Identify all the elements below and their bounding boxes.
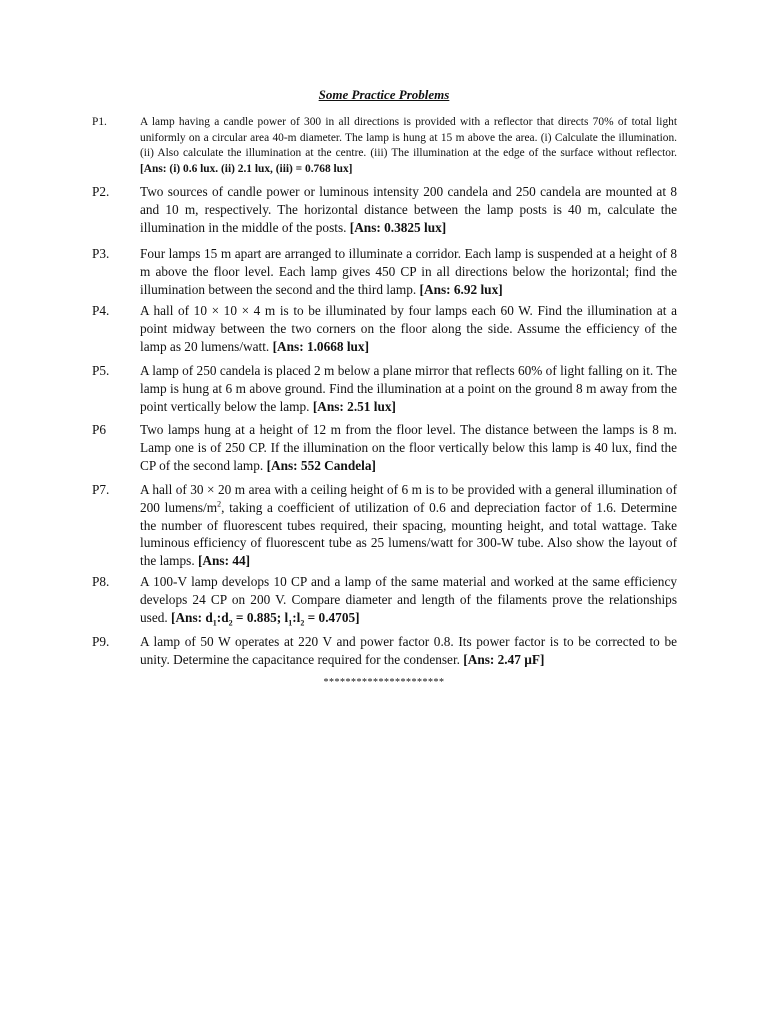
- answer-part: = 0.4705]: [304, 609, 360, 625]
- problem-text: [140, 421, 677, 474]
- problem-body: Four lamps 15 m apart are arranged to illuminate a corridor. Each lamp is suspended at a height of 8 m above the floor level. Each lamp gives 450 CP in all directions below the horizontal; find the illumination between the second and the third lamp.: [140, 246, 677, 297]
- problem-answer: [Ans: 2.47 µF]: [463, 651, 545, 667]
- problem-answer: [Ans: 44]: [197, 553, 251, 569]
- problem-number: P1.: [92, 116, 107, 128]
- problem-text: [140, 245, 677, 298]
- answer-part: :l: [292, 609, 301, 625]
- problem-body: A hall of 30 × 20 m area with a ceiling height of 6 m is to be provided with a general illumination of 200 lumens/m: [140, 482, 677, 515]
- subscript: 2: [300, 618, 305, 628]
- problem-answer: [Ans: 1.0668 lux]: [272, 338, 370, 354]
- problem-number: P9.: [92, 634, 110, 649]
- problem-number: P3.: [92, 246, 110, 261]
- answer-part: :d: [216, 609, 229, 625]
- problem-text: [140, 481, 677, 570]
- problem-answer: [Ans: 2.51 lux]: [312, 398, 396, 414]
- answer-part: [Ans: d: [171, 609, 213, 625]
- problem-text: [140, 183, 677, 236]
- problem-body: A lamp of 50 W operates at 220 V and power factor 0.8. Its power factor is to be corrected to be unity. Determine the capacitance required for the condenser.: [140, 634, 677, 667]
- subscript: 1: [288, 618, 293, 628]
- subscript: 2: [228, 618, 233, 628]
- problem-number: P6: [92, 422, 107, 437]
- problem-number: P8.: [92, 574, 110, 589]
- problem-answer: [Ans: 6.92 lux]: [419, 281, 503, 297]
- separator-line: **********************: [323, 677, 445, 688]
- problem-body: Two sources of candle power or luminous intensity 200 candela and 250 candela are mounted at 8 and 10 m, respectively. The horizontal distance between the lamp posts is 40 m, calculate the illumination in the middle of the posts.: [140, 184, 677, 235]
- page-title: Some Practice Problems: [318, 87, 450, 102]
- problem-answer: [Ans: (i) 0.6 lux. (ii) 2.1 lux, (iii) = 0.768 lux]: [140, 162, 353, 175]
- problem-number: P5.: [92, 363, 110, 378]
- problem-answer: [Ans: 0.3825 lux]: [349, 219, 447, 235]
- problem-body: Two lamps hung at a height of 12 m from the floor level. The distance between the lamps is 8 m. Lamp one is of 250 CP. If the illumination on the floor vertically below this lamp is 40 lux, find the CP of the second lamp.: [140, 422, 677, 473]
- problem-number: P7.: [92, 482, 110, 497]
- problem-body: A lamp having a candle power of 300 in all directions is provided with a reflector that directs 70% of total light uniformly on a circular area 40-m diameter. The lamp is hung at 15 m above the area. (i) Calculate the illumination. (ii) Also calculate the illumination at the centre. (iii) The illumination at the edge of the surface without reflector.: [140, 116, 677, 160]
- problem-text: [140, 573, 677, 626]
- problem-text: [140, 115, 677, 177]
- subscript: 1: [212, 618, 217, 628]
- problem-text: [140, 302, 677, 355]
- problem-number: P2.: [92, 184, 110, 199]
- superscript: 2: [217, 499, 222, 509]
- problem-answer: [171, 609, 360, 628]
- answer-part: = 0.885; l: [232, 609, 289, 625]
- problem-body: A lamp of 250 candela is placed 2 m below a plane mirror that reflects 60% of light falling on it. The lamp is hung at 6 m above ground. Find the illumination at a point on the ground 8 m away from the point vertically below the lamp.: [140, 363, 677, 414]
- problem-body: A 100-V lamp develops 10 CP and a lamp of the same material and worked at the same efficiency develops 24 CP on 200 V. Compare diameter and length of the filaments prove the relationships used.: [140, 574, 677, 625]
- problem-answer: [Ans: 552 Candela]: [266, 457, 376, 473]
- problem-number: P4.: [92, 303, 110, 318]
- problem-body: A hall of 10 × 10 × 4 m is to be illuminated by four lamps each 60 W. Find the illumination at a point midway between the two corners on the floor along the side. Assume the efficiency of the lamp as 20 lumens/watt.: [140, 303, 677, 354]
- problem-text: [140, 633, 677, 669]
- problem-text: [140, 362, 677, 415]
- problem-body-cont: , taking a coefficient of utilization of 0.6 and depreciation factor of 1.6. Determine the number of fluorescent tubes required, their spacing, mounting height, and total wattage. Take luminous efficiency of fluorescent tube as 25 lumens/watt for 300-W tube. Also show the layout of the lamps.: [140, 499, 677, 569]
